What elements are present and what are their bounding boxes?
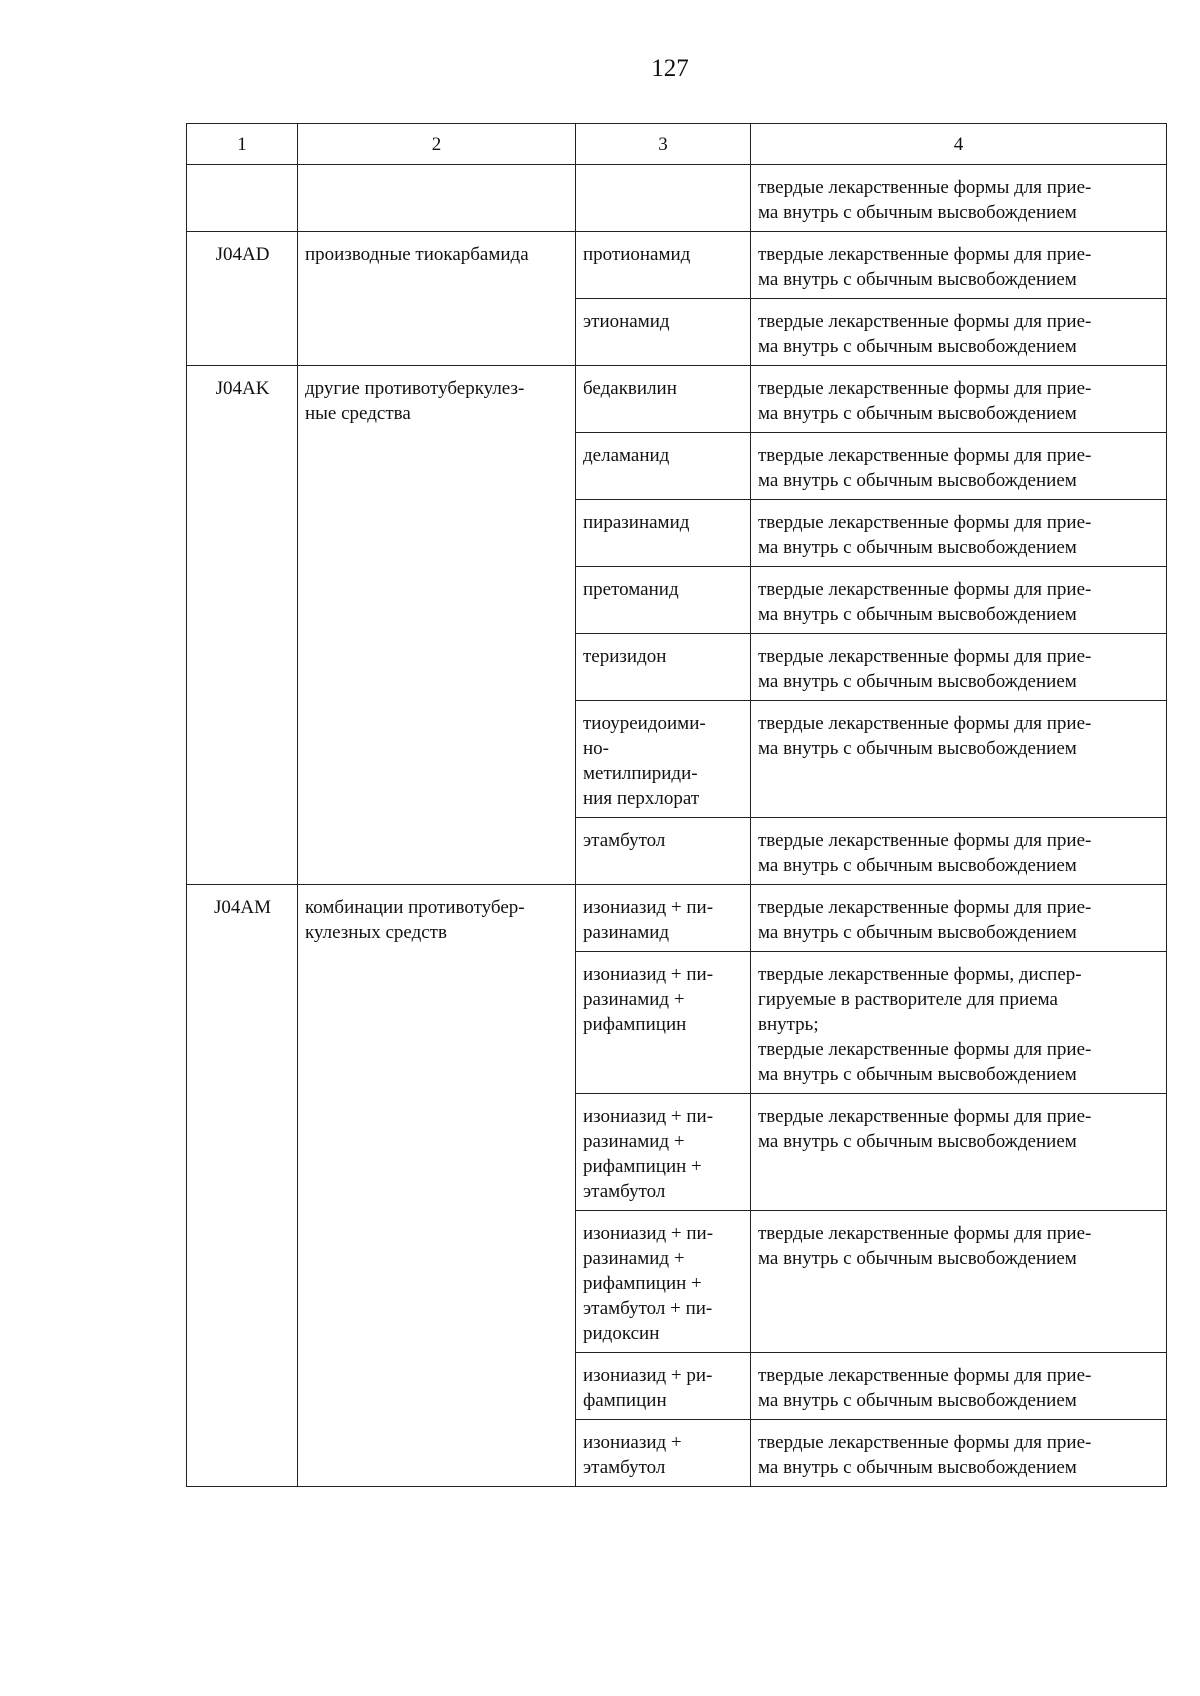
dosage-form-cell: твердые лекарственные формы для прие- ма внутрь с обычным высвобождением	[751, 500, 1167, 567]
dosage-form-cell: твердые лекарственные формы для прие- ма внутрь с обычным высвобождением	[751, 433, 1167, 500]
drug-name-cell	[576, 165, 751, 232]
drug-name-cell: изониазид + пи- разинамид	[576, 885, 751, 952]
header-cell: 1	[187, 124, 298, 165]
group-name-cell: другие противотуберкулез- ные средства	[298, 366, 576, 885]
atc-code-cell	[187, 165, 298, 232]
atc-code-cell: J04AM	[187, 885, 298, 1487]
dosage-form-cell: твердые лекарственные формы для прие- ма внутрь с обычным высвобождением	[751, 232, 1167, 299]
drug-name-cell: изониазид + этамбутол	[576, 1420, 751, 1487]
atc-code-cell: J04AD	[187, 232, 298, 366]
header-cell: 4	[751, 124, 1167, 165]
dosage-form-cell: твердые лекарственные формы для прие- ма внутрь с обычным высвобождением	[751, 634, 1167, 701]
dosage-form-cell: твердые лекарственные формы для прие- ма внутрь с обычным высвобождением	[751, 1353, 1167, 1420]
atc-code-cell: J04AK	[187, 366, 298, 885]
page-number: 127	[651, 55, 689, 82]
drug-name-cell: теризидон	[576, 634, 751, 701]
dosage-form-cell: твердые лекарственные формы для прие- ма внутрь с обычным высвобождением	[751, 1211, 1167, 1353]
drug-name-cell: деламанид	[576, 433, 751, 500]
dosage-form-cell: твердые лекарственные формы для прие- ма внутрь с обычным высвобождением	[751, 1094, 1167, 1211]
group-name-cell: производные тиокарбамида	[298, 232, 576, 366]
drug-name-cell: изониазид + пи- разинамид + рифампицин + этамбутол	[576, 1094, 751, 1211]
table-row	[187, 165, 1167, 232]
table-row	[187, 232, 1167, 299]
drug-name-cell: бедаквилин	[576, 366, 751, 433]
dosage-form-cell: твердые лекарственные формы для прие- ма внутрь с обычным высвобождением	[751, 1420, 1167, 1487]
header-cell: 3	[576, 124, 751, 165]
header-row	[187, 124, 1167, 165]
dosage-form-cell: твердые лекарственные формы для прие- ма внутрь с обычным высвобождением	[751, 701, 1167, 818]
drug-name-cell: этионамид	[576, 299, 751, 366]
group-name-cell	[298, 165, 576, 232]
table-body	[187, 124, 1167, 1487]
table-row	[187, 366, 1167, 433]
drug-name-cell: тиоуреидоими- но- метилпириди- ния перхлорат	[576, 701, 751, 818]
dosage-form-cell: твердые лекарственные формы для прие- ма внутрь с обычным высвобождением	[751, 165, 1167, 232]
drug-table	[186, 123, 1167, 1487]
drug-name-cell: изониазид + пи- разинамид + рифампицин	[576, 952, 751, 1094]
drug-name-cell: претоманид	[576, 567, 751, 634]
dosage-form-cell: твердые лекарственные формы для прие- ма внутрь с обычным высвобождением	[751, 818, 1167, 885]
drug-name-cell: изониазид + ри- фампицин	[576, 1353, 751, 1420]
drug-name-cell: этамбутол	[576, 818, 751, 885]
dosage-form-cell: твердые лекарственные формы для прие- ма внутрь с обычным высвобождением	[751, 299, 1167, 366]
header-cell: 2	[298, 124, 576, 165]
dosage-form-cell: твердые лекарственные формы, диспер- гируемые в растворителе для приема внутрь; твердые лекарственные формы для прие- ма внутрь с обычным высвобождением	[751, 952, 1167, 1094]
dosage-form-cell: твердые лекарственные формы для прие- ма внутрь с обычным высвобождением	[751, 366, 1167, 433]
drug-name-cell: пиразинамид	[576, 500, 751, 567]
drug-name-cell: изониазид + пи- разинамид + рифампицин + этамбутол + пи- ридоксин	[576, 1211, 751, 1353]
group-name-cell: комбинации противотубер- кулезных средств	[298, 885, 576, 1487]
dosage-form-cell: твердые лекарственные формы для прие- ма внутрь с обычным высвобождением	[751, 885, 1167, 952]
table-row	[187, 885, 1167, 952]
dosage-form-cell: твердые лекарственные формы для прие- ма внутрь с обычным высвобождением	[751, 567, 1167, 634]
drug-name-cell: протионамид	[576, 232, 751, 299]
